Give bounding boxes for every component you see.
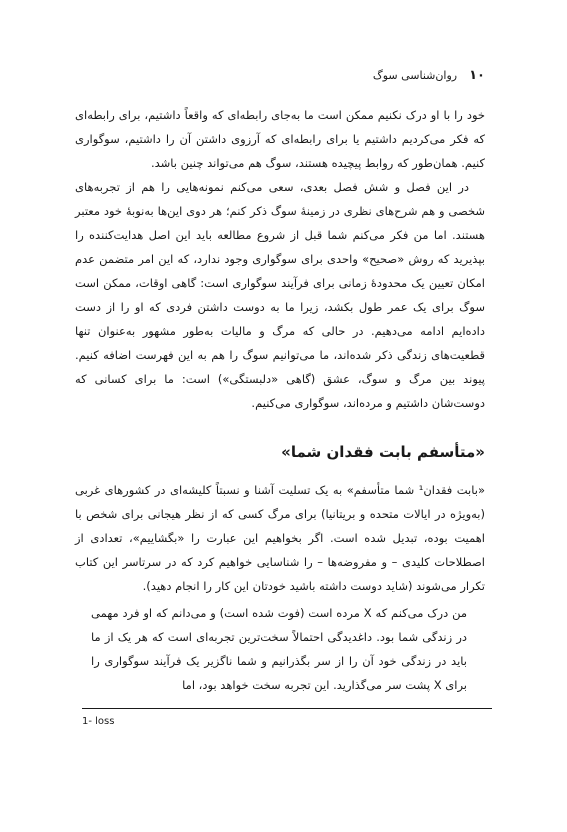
running-head xyxy=(373,68,485,83)
paragraph: خود را با او درک نکنیم ممکن است ما به‌جای رابطه‌ای که واقعاً داشتیم، برای رابطه‌ای که فکر می‌کردیم داشتیم یا برای رابطه‌ای که آرزوی داشتن آن را داشتیم، سوگواری کنیم. همان‌طور که روابط پیچیده هستند، سوگ هم می‌تواند چنین باشد. xyxy=(75,108,485,170)
running-head-title: روان‌شناسی سوگ xyxy=(372,69,458,82)
body-text-section xyxy=(75,478,485,598)
quote-text: من درک می‌کنم که X مرده است (فوت شده است) و می‌دانم که او فرد مهمی در زندگی شما بود. داغدیدگی احتمالاً سخت‌ترین تجربه‌ای است که هر یک از ما باید در زندگی خود آن را از سر بگذرانیم و شما ناگزیر یک فرآیند سوگواری را برای X پشت سر می‌گذارید. این تجربه سخت خواهد بود، اما xyxy=(91,606,467,692)
footnote-divider xyxy=(82,708,492,709)
paragraph: در این فصل و شش فصل بعدی، سعی می‌کنم نمونه‌هایی را هم از تجربه‌های شخصی و هم شرح‌های نظری در زمینهٔ سوگ ذکر کنم؛ هر دوی این‌ها به‌نوبهٔ خود معتبر هستند. اما من فکر می‌کنم شما قبل از شروع مطالعه باید این اصل هدایت‌کننده را بپذیرید که روش «صحیح» واحدی برای سوگواری وجود ندارد، که این امر متضمن عدم امکان تعیین یک محدودهٔ زمانی برای فرآیند سوگواری است: گاهی اوقات، ممکن است سوگ برای یک عمر طول بکشد، زیرا ما به دوست داشتن فردی که او را از دست داده‌ایم ادامه می‌دهیم. در حالی که مرگ و مالیات به‌طور مشهور به‌عنوان تنها قطعیت‌های زندگی ذکر شده‌اند، ما می‌توانیم سوگ را هم به این فهرست اضافه کنیم. پیوند بین مرگ و سوگ، عشق (گاهی «دلبستگی») است: ما برای کسانی که دوست‌شان داشتیم و مرده‌اند، سوگواری می‌کنیم. xyxy=(75,180,485,410)
paragraph: «بابت فقدان¹ شما متأسفم» به یک تسلیت آشنا و نسبتاً کلیشه‌ای در کشورهای غربی (به‌ویژه در ایالات متحده و بریتانیا) برای مرگ کسی که از نظر هیجانی برای شخص با اهمیت بوده، تبدیل شده است. اگر بخواهیم این عبارت را «بگشاییم»، تعدادی از اصطلاحات کلیدی – و مفروضه‌ها – را شناسایی خواهیم کرد که در سرتاسر این کتاب تکرار می‌شوند (شاید دوست داشته باشید خودتان این کار را انجام دهید). xyxy=(75,483,485,593)
page-number: ۱۰ xyxy=(469,68,485,83)
section-heading: «متأسفم بابت فقدان شما» xyxy=(281,443,485,461)
block-quote xyxy=(91,601,467,697)
footnote: 1- loss xyxy=(82,716,115,727)
body-text-top xyxy=(75,103,485,415)
